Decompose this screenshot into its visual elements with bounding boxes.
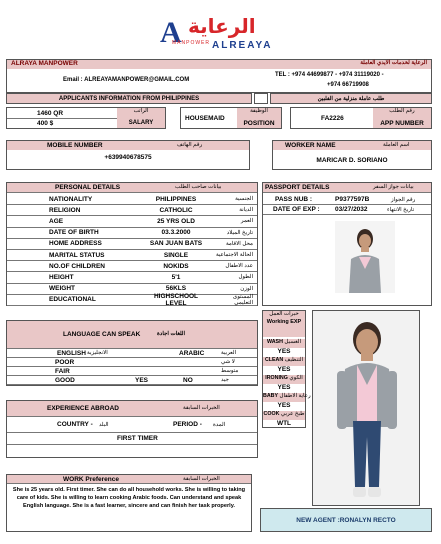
mobile-header bbox=[7, 141, 249, 150]
applicants-bar-gap bbox=[254, 93, 268, 104]
personal-row-label: RELIGION bbox=[49, 206, 81, 214]
language-level-ar: متوسط bbox=[221, 368, 239, 374]
skill-value: WTL bbox=[276, 420, 292, 427]
worker-value: MARICAR D. SORIANO bbox=[316, 157, 388, 164]
experience-header bbox=[7, 401, 257, 417]
app-number-block bbox=[290, 107, 432, 129]
language-level-ar: جيد bbox=[221, 377, 229, 383]
skill-label bbox=[263, 357, 305, 366]
personal-row-ar: محل الاقامة bbox=[225, 240, 253, 247]
language-title-ar: اللغات اجادة bbox=[157, 331, 185, 337]
skill-label-en: BABY bbox=[263, 393, 279, 399]
personal-row-value: PHILIPPINES bbox=[155, 195, 197, 203]
language-level-ar: لا شي bbox=[221, 359, 235, 365]
personal-row-label: NATIONALITY bbox=[49, 195, 93, 203]
personal-row-ar: تاريخ الميلاد bbox=[226, 229, 253, 236]
passport-number-ar: رقم الجواز bbox=[391, 196, 416, 203]
country-label: COUNTRY - bbox=[57, 421, 93, 428]
passport-number-label: PASS NUB : bbox=[275, 196, 313, 203]
language-level-english: YES bbox=[135, 376, 149, 384]
personal-row-value: 5'1 bbox=[171, 273, 181, 281]
personal-row-value: 03.3.2000 bbox=[161, 229, 191, 237]
personal-row-ar: الوزن bbox=[240, 285, 253, 292]
company-name-en: ALRAYA MANPOWER bbox=[7, 60, 219, 69]
language-level-row bbox=[7, 376, 257, 385]
language-level-label: GOOD bbox=[55, 376, 75, 384]
experience-entry-row bbox=[7, 433, 257, 445]
personal-row-label: EDUCATIONAL bbox=[49, 296, 96, 304]
preference-header bbox=[7, 475, 251, 484]
personal-title-ar: بيانات صاحب الطلب bbox=[175, 184, 222, 190]
personal-row-ar: الطول bbox=[238, 274, 253, 281]
passport-details bbox=[262, 182, 432, 306]
mobile-value: +639940678575 bbox=[104, 154, 152, 161]
personal-header bbox=[7, 183, 257, 193]
language-section bbox=[6, 320, 258, 386]
logo-arabic-text: الرعاية bbox=[188, 14, 256, 38]
app-number-label-ar: رقم الطلب bbox=[373, 108, 431, 118]
preference-title-ar: الخبرات السابقة bbox=[183, 476, 220, 482]
company-email: Email : ALREAYAMANPOWER@GMAIL.COM bbox=[63, 77, 190, 83]
language-title: LANGUAGE CAN SPEAK bbox=[63, 331, 141, 338]
logo-a-mark: A bbox=[160, 16, 182, 49]
personal-row-ar: المستوى التعليمي bbox=[232, 293, 253, 306]
skill-label bbox=[263, 393, 311, 402]
skill-label-en: CLEAN bbox=[264, 357, 284, 363]
personal-row-label: NO.OF CHILDREN bbox=[49, 262, 105, 270]
personal-row-ar: الديانة bbox=[239, 207, 253, 214]
skill-label-en: WASH bbox=[267, 339, 283, 345]
worker-header bbox=[273, 141, 431, 150]
salary-value: 400 $ bbox=[37, 120, 54, 127]
mobile-block bbox=[6, 140, 250, 170]
skill-value: YES bbox=[277, 384, 291, 391]
language-columns-row bbox=[7, 349, 257, 358]
skill-label bbox=[263, 339, 305, 348]
passport-expiry-row bbox=[263, 205, 431, 215]
personal-row-label: MARITAL STATUS bbox=[49, 251, 105, 259]
passport-expiry-value: 03/27/2032 bbox=[335, 206, 368, 213]
first-timer: FIRST TIMER bbox=[117, 435, 158, 442]
mobile-label: MOBILE NUMBER bbox=[47, 142, 103, 149]
logo-sub-text: MANPOWER bbox=[172, 40, 210, 46]
personal-row-ar: الجنسية bbox=[235, 196, 253, 203]
worker-photo-small bbox=[335, 221, 395, 293]
worker-block bbox=[272, 140, 432, 170]
skills-section bbox=[262, 310, 311, 428]
skill-label-ar: الكوي bbox=[289, 375, 303, 381]
agent-name: NEW AGENT :RONALYN RECTO bbox=[296, 516, 396, 524]
skill-label-en: COOK bbox=[263, 411, 280, 417]
worker-label-ar: اسم العاملة bbox=[383, 142, 410, 148]
language-level-label: POOR bbox=[55, 358, 75, 366]
language-level-label: FAIR bbox=[55, 367, 70, 375]
position-value: HOUSEMAID bbox=[185, 115, 225, 122]
language-header bbox=[7, 321, 257, 349]
personal-row bbox=[7, 272, 257, 283]
salary-label: SALARY bbox=[117, 118, 165, 128]
personal-row bbox=[7, 261, 257, 272]
skill-label-ar: الغسيل bbox=[284, 339, 301, 345]
personal-row-ar: عدد الاطفال bbox=[225, 263, 253, 270]
passport-number-row bbox=[263, 195, 431, 205]
applicants-bar-ar bbox=[270, 93, 432, 104]
period-label: PERIOD - bbox=[173, 421, 202, 428]
personal-row-value: NOKIDS bbox=[163, 262, 189, 270]
skill-value: YES bbox=[277, 402, 291, 409]
skill-value: YES bbox=[277, 348, 291, 355]
skill-label bbox=[263, 411, 305, 420]
personal-row-ar: الحالة الاجتماعية bbox=[215, 252, 253, 259]
personal-row-value: 56KLS bbox=[165, 285, 187, 293]
position-label: POSITION bbox=[237, 118, 281, 128]
personal-row-value: SINGLE bbox=[163, 251, 189, 259]
skill-label-ar: رعاية الاطفال bbox=[279, 393, 311, 399]
personal-row bbox=[7, 239, 257, 250]
applicants-bar-en bbox=[6, 93, 252, 104]
personal-row bbox=[7, 205, 257, 216]
personal-row bbox=[7, 250, 257, 261]
salary-divider bbox=[7, 118, 117, 119]
skill-label-en: IRONING bbox=[265, 375, 288, 381]
language-level-row bbox=[7, 358, 257, 367]
arabic-label-ar: العربية bbox=[221, 350, 237, 356]
worker-photo-small-figure bbox=[335, 221, 395, 293]
passport-expiry-label: DATE OF EXP : bbox=[273, 206, 320, 213]
agent-bar bbox=[260, 508, 432, 532]
personal-details bbox=[6, 182, 258, 306]
english-label: ENGLISH bbox=[57, 349, 86, 357]
experience-title: EXPERIENCE ABROAD bbox=[47, 405, 119, 412]
preference-text: She is 25 years old. First timer. She can do all household works. She is willing to taking care of kids. She is willing to learn cooking Arabic foods. Can understand and speak English language. She is a fast learner, sincere and can finish her task properly. bbox=[12, 487, 246, 510]
personal-row-value: 25 YRS OLD bbox=[157, 217, 195, 225]
app-number-value: FA2226 bbox=[321, 115, 344, 122]
company-name-ar: الرعاية لخدمات الايدي العاملة bbox=[219, 60, 431, 69]
position-block bbox=[180, 107, 282, 129]
skill-value: YES bbox=[277, 366, 291, 373]
applicants-title: APPLICANTS INFORMATION FROM PHILIPPINES bbox=[58, 95, 200, 102]
personal-row-label: DATE OF BIRTH bbox=[49, 229, 99, 237]
personal-row-value: CATHOLIC bbox=[159, 206, 193, 214]
passport-header bbox=[263, 183, 431, 193]
country-label-ar: البلد bbox=[99, 421, 109, 428]
passport-expiry-ar: تاريخ الانتهاء bbox=[387, 206, 415, 213]
personal-row bbox=[7, 292, 257, 307]
personal-row-label: AGE bbox=[49, 217, 64, 225]
passport-title: PASSPORT DETAILS bbox=[265, 184, 330, 191]
skill-label-ar: التنظيف bbox=[284, 357, 304, 363]
personal-row-label: HEIGHT bbox=[49, 273, 74, 281]
position-label-ar: الوظيفة bbox=[237, 108, 281, 118]
experience-empty-row bbox=[7, 445, 257, 457]
company-tel-line1: TEL : +974 44699877 - +974 31119020 - bbox=[275, 72, 384, 78]
logo-english-text: ALREAYA bbox=[212, 40, 273, 51]
skills-working-exp: Working EXP bbox=[263, 319, 305, 337]
applicants-title-ar: طلب عاملة منزلية من الفلبين bbox=[317, 95, 385, 102]
worker-photo-large-figure bbox=[313, 311, 421, 507]
personal-row-ar: العمر bbox=[240, 218, 253, 225]
personal-row bbox=[7, 194, 257, 205]
experience-section bbox=[6, 400, 258, 458]
personal-title: PERSONAL DETAILS bbox=[55, 184, 121, 191]
personal-row-label: HOME ADDRESS bbox=[49, 240, 102, 248]
company-logo bbox=[160, 14, 284, 54]
passport-title-ar: بيانات جواز السفر bbox=[373, 184, 414, 190]
arabic-label: ARABIC bbox=[179, 349, 205, 357]
english-label-ar: الانجليزية bbox=[87, 350, 108, 356]
personal-row-value: HIGHSCHOOL LEVEL bbox=[153, 292, 199, 307]
personal-row-label: WEIGHT bbox=[49, 285, 75, 293]
personal-row bbox=[7, 228, 257, 239]
experience-title-ar: الخبرات السابقة bbox=[183, 405, 220, 411]
language-level-arabic: NO bbox=[183, 376, 193, 384]
skill-label bbox=[263, 375, 305, 384]
preference-title: WORK Preference bbox=[63, 476, 119, 483]
personal-row bbox=[7, 216, 257, 227]
personal-row-value: SAN JUAN BATS bbox=[149, 240, 203, 248]
preference-section bbox=[6, 474, 252, 532]
mobile-label-ar: رقم الهاتف bbox=[177, 142, 203, 148]
skills-title-ar: خبرات العمل bbox=[263, 311, 305, 319]
worker-label: WORKER NAME bbox=[285, 142, 336, 149]
salary-label-ar: الراتب bbox=[117, 108, 165, 118]
experience-columns-row bbox=[7, 417, 257, 433]
period-label-ar: المدة bbox=[213, 421, 226, 428]
skill-label-ar: طبخ عربي bbox=[280, 411, 305, 417]
salary-block bbox=[6, 107, 166, 129]
qr-value: 1460 QR bbox=[37, 110, 64, 117]
language-level-row bbox=[7, 367, 257, 376]
company-header bbox=[6, 59, 432, 93]
app-number-label: APP NUMBER bbox=[373, 118, 431, 128]
company-tel-line2: +974 66719908 bbox=[327, 82, 369, 88]
passport-number-value: P9377597B bbox=[335, 196, 370, 203]
worker-photo-large bbox=[312, 310, 420, 506]
